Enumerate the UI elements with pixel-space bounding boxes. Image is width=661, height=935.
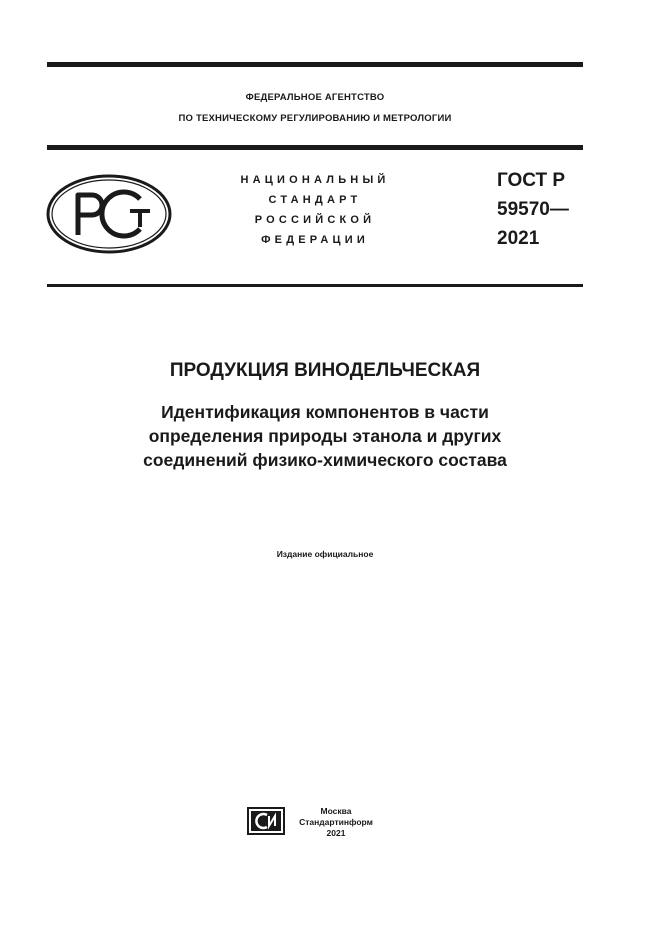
top-rule xyxy=(47,62,583,67)
standard-type-line2: СТАНДАРТ xyxy=(268,194,362,206)
rst-certification-mark-icon xyxy=(46,173,174,260)
subtitle-line2: определения природы этанола и других xyxy=(148,426,502,446)
agency-name-line1: ФЕДЕРАЛЬНОЕ АГЕНТСТВО xyxy=(245,92,385,103)
standard-designation-line2: 59570— xyxy=(497,199,569,220)
publisher-city: Москва xyxy=(320,806,352,816)
subtitle-line3: соединений физико-химического состава xyxy=(143,450,507,470)
standard-type-line4: ФЕДЕРАЦИИ xyxy=(261,234,369,246)
standard-type-line3: РОССИЙСКОЙ xyxy=(254,214,376,226)
publisher-name: Стандартинформ xyxy=(299,817,373,827)
header-rule xyxy=(47,145,583,150)
standard-designation-line1: ГОСТ Р xyxy=(497,170,566,191)
publication-year: 2021 xyxy=(326,828,346,838)
agency-name-line2: ПО ТЕХНИЧЕСКОМУ РЕГУЛИРОВАНИЮ И МЕТРОЛОГИИ xyxy=(178,113,452,124)
standartinform-logo-icon xyxy=(247,807,285,840)
standard-designation-line3: 2021 xyxy=(497,228,540,249)
subtitle-line1: Идентификация компонентов в части xyxy=(161,402,489,422)
document-title: ПРОДУКЦИЯ ВИНОДЕЛЬЧЕСКАЯ xyxy=(169,360,481,381)
document-subtitle xyxy=(60,400,590,472)
edition-label: Издание официальное xyxy=(276,549,374,559)
header-bottom-rule xyxy=(47,284,583,287)
standard-type-line1: НАЦИОНАЛЬНЫЙ xyxy=(240,174,390,186)
